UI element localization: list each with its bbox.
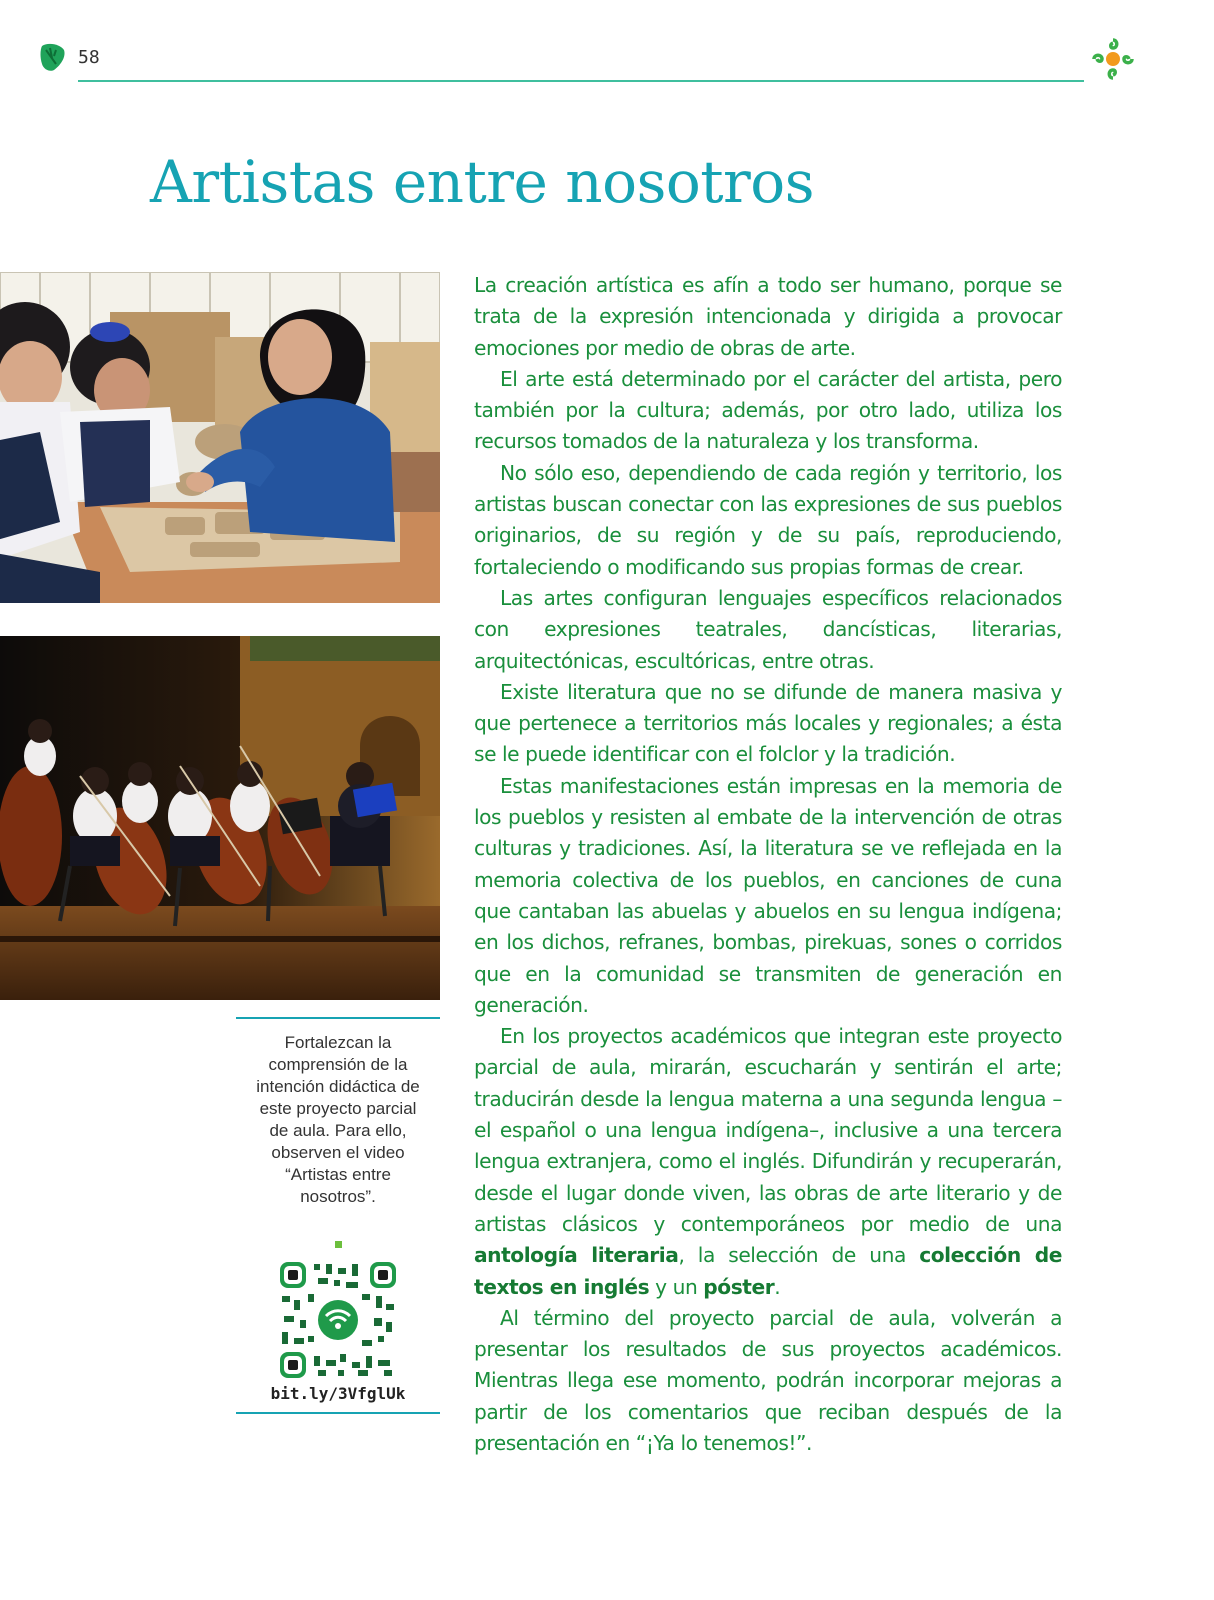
paragraph-text: En los proyectos académicos que integran este proyecto parcial de aula, mirarán, escucharán y sentirán el arte; traducirán desde la lengua materna a una segunda lengua –el español o una lengua indígena–, inclusive a una tercera lengua extranjera, como el inglés. Difundirán y recuperarán, desde el lugar donde viven, las obras de arte literario y de artistas clásicos y contemporáneos por medio de una bbox=[474, 1024, 1062, 1236]
leaf-icon bbox=[38, 42, 68, 79]
page-number: 58 bbox=[78, 47, 100, 68]
student-orchestra-photo bbox=[0, 636, 440, 1000]
paragraph: Al término del proyecto parcial de aula, volverán a presentar los resultados de sus proyectos académicos. Mientras llega ese momento, podrán incorporar mejoras a partir de los comentarios que reciban después de la presentación en “¡Ya lo tenemos!”. bbox=[474, 1305, 1062, 1455]
bold-term-coleccion: colección de textos en inglés bbox=[474, 1243, 1062, 1299]
paragraph-text: y un bbox=[649, 1274, 704, 1299]
students-sculpting-clay-photo bbox=[0, 272, 440, 603]
paragraph: Estas manifestaciones están impresas en la memoria de los pueblos y resisten al embate de la intervención de otras culturas y tradiciones. Así, la literatura se ve reflejada en la memoria colectiva de los pueblos, en canciones de cuna que cantaban las abuelas y abuelos en su lengua indígena; en los dichos, refranes, bombas, pirekuas, sones o corridos que en la comunidad se transmiten de generación en generación. bbox=[474, 773, 1062, 1017]
paragraph-text: , la selección de una bbox=[678, 1243, 920, 1268]
paragraph: Existe literatura que no se difunde de manera masiva y que pertenece a territorios más locales y regionales; a ésta se le puede identificar con el folclor y la tradición. bbox=[474, 679, 1062, 767]
flower-icon bbox=[1088, 34, 1138, 89]
qr-instruction-text: Fortalezcan la comprensión de la intención didáctica de este proyecto parcial de aula. Para ello, observen el video “Artistas entre nosotros”. bbox=[256, 1033, 420, 1206]
paragraph: Las artes configuran lenguajes específicos relacionados con expresiones teatrales, dancísticas, literarias, arquitectónicas, escultóricas, entre otras. bbox=[474, 585, 1062, 673]
bold-term-poster: póster bbox=[703, 1274, 775, 1299]
sidebar-top-rule bbox=[236, 1017, 440, 1019]
bold-term-antologia: antología literaria bbox=[474, 1243, 679, 1268]
paragraph bbox=[474, 1021, 1062, 1303]
page-title: Artistas entre nosotros bbox=[150, 148, 814, 216]
paragraph: No sólo eso, dependiendo de cada región y territorio, los artistas buscan conectar con las expresiones de sus pueblos originarios, de su región y de su país, reproduciendo, fortaleciendo o modificando sus propias formas de crear. bbox=[474, 460, 1062, 579]
header-rule bbox=[78, 80, 1084, 82]
qr-short-link[interactable]: bit.ly/3VfglUk bbox=[270, 1384, 406, 1403]
qr-code-icon[interactable] bbox=[278, 1260, 398, 1385]
paragraph: La creación artística es afín a todo ser humano, porque se trata de la expresión intencionada y dirigida a provocar emociones por medio de obras de arte. bbox=[474, 273, 1062, 360]
paragraph-text: . bbox=[774, 1274, 781, 1299]
sidebar-bottom-rule bbox=[236, 1412, 440, 1414]
body-text bbox=[474, 270, 1062, 1459]
paragraph: El arte está determinado por el carácter del artista, pero también por la cultura; además, por otro lado, utiliza los recursos tomados de la naturaleza y los transforma. bbox=[474, 366, 1062, 454]
green-square-marker bbox=[335, 1241, 342, 1248]
